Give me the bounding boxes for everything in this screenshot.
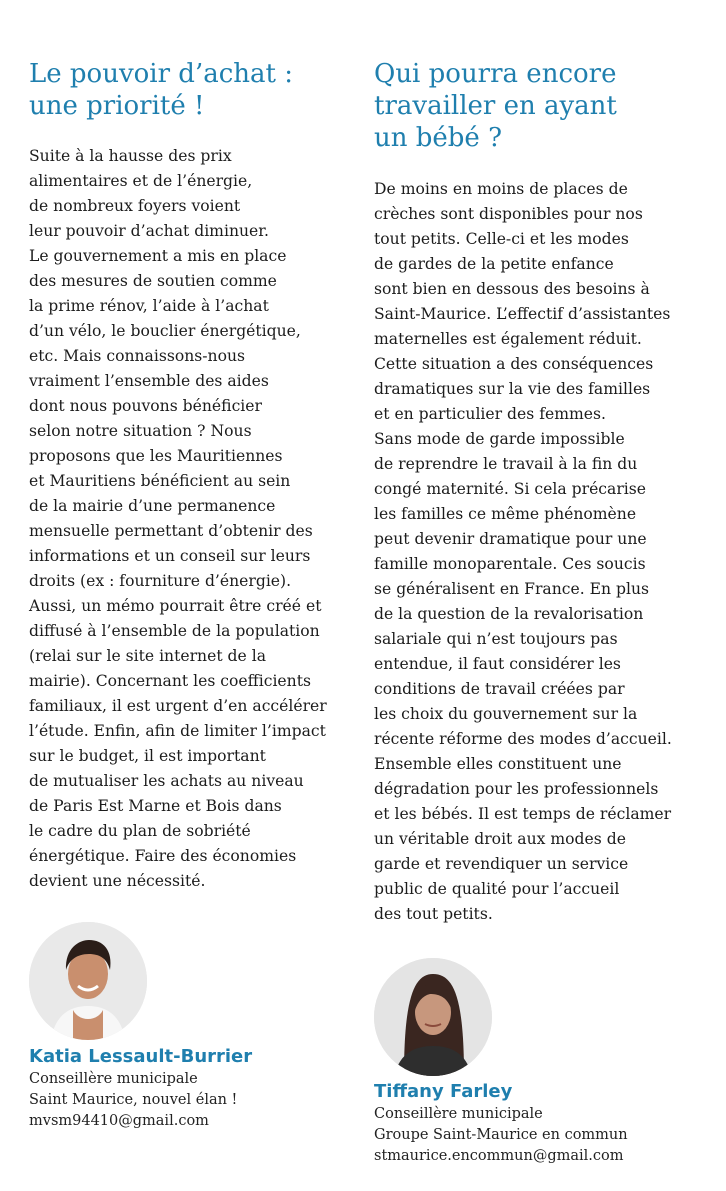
body-line: Saint-Maurice. L’effectif d’assistantes xyxy=(374,305,671,323)
body-line: etc. Mais connaissons-nous xyxy=(29,347,246,365)
body-line: devient une nécessité. xyxy=(29,872,206,890)
body-line: le cadre du plan de sobriété xyxy=(29,822,251,840)
body-line: et en particulier des femmes. xyxy=(374,405,606,423)
body-line: Cette situation a des conséquences xyxy=(374,355,654,373)
body-line: et les bébés. Il est temps de réclamer xyxy=(374,805,672,823)
body-line: des mesures de soutien comme xyxy=(29,272,277,290)
body-line: de mutualiser les achats au niveau xyxy=(29,772,304,790)
body-line: alimentaires et de l’énergie, xyxy=(29,172,253,190)
body-line: dont nous pouvons bénéficier xyxy=(29,397,262,415)
body-line: de nombreux foyers voient xyxy=(29,197,241,215)
body-line: selon notre situation ? Nous xyxy=(29,422,252,440)
body-line: peut devenir dramatique pour une xyxy=(374,530,647,548)
body-line: garde et revendiquer un service xyxy=(374,855,629,873)
title-line: travailler en ayant xyxy=(374,91,617,121)
author-photo-katia xyxy=(29,922,147,1040)
body-line: Sans mode de garde impossible xyxy=(374,430,625,448)
body-line: Aussi, un mémo pourrait être créé et xyxy=(29,597,322,615)
body-line: dramatiques sur la vie des familles xyxy=(374,380,651,398)
body-line: salariale qui n’est toujours pas xyxy=(374,630,618,648)
author-group: Groupe Saint-Maurice en commun xyxy=(374,1127,628,1143)
author-group: Saint Maurice, nouvel élan ! xyxy=(29,1092,238,1108)
body-line: leur pouvoir d’achat diminuer. xyxy=(29,222,269,240)
portrait-icon xyxy=(374,958,492,1076)
title-line: Le pouvoir d’achat : xyxy=(29,59,293,89)
body-line: (relai sur le site internet de la xyxy=(29,647,266,665)
body-line: de reprendre le travail à la fin du xyxy=(374,455,638,473)
left-article-body xyxy=(29,144,327,894)
body-line: Suite à la hausse des prix xyxy=(29,147,232,165)
body-line: de Paris Est Marne et Bois dans xyxy=(29,797,282,815)
body-line: récente réforme des modes d’accueil. xyxy=(374,730,672,748)
body-line: se généralisent en France. En plus xyxy=(374,580,650,598)
body-line: sont bien en dessous des besoins à xyxy=(374,280,650,298)
body-line: d’un vélo, le bouclier énergétique, xyxy=(29,322,301,340)
body-line: sur le budget, il est important xyxy=(29,747,266,765)
body-line: dégradation pour les professionnels xyxy=(374,780,659,798)
body-line: mensuelle permettant d’obtenir des xyxy=(29,522,313,540)
author-photo-tiffany xyxy=(374,958,492,1076)
body-line: conditions de travail créées par xyxy=(374,680,625,698)
author-email: stmaurice.encommun@gmail.com xyxy=(374,1148,624,1164)
body-line: tout petits. Celle-ci et les modes xyxy=(374,230,629,248)
body-line: diffusé à l’ensemble de la population xyxy=(29,622,320,640)
body-line: Le gouvernement a mis en place xyxy=(29,247,287,265)
body-line: De moins en moins de places de xyxy=(374,180,628,198)
body-line: entendue, il faut considérer les xyxy=(374,655,621,673)
body-line: la prime rénov, l’aide à l’achat xyxy=(29,297,269,315)
author-info xyxy=(29,1069,237,1132)
body-line: crèches sont disponibles pour nos xyxy=(374,205,643,223)
body-line: public de qualité pour l’accueil xyxy=(374,880,620,898)
body-line: droits (ex : fourniture d’énergie). xyxy=(29,572,292,590)
body-line: un véritable droit aux modes de xyxy=(374,830,626,848)
body-line: des tout petits. xyxy=(374,905,493,923)
body-line: mairie). Concernant les coefficients xyxy=(29,672,311,690)
title-line: une priorité ! xyxy=(29,91,205,121)
body-line: les familles ce même phénomène xyxy=(374,505,637,523)
body-line: proposons que les Mauritiennes xyxy=(29,447,283,465)
body-line: congé maternité. Si cela précarise xyxy=(374,480,646,498)
author-name: Katia Lessault-Burrier xyxy=(29,1046,253,1067)
body-line: vraiment l’ensemble des aides xyxy=(29,372,269,390)
body-line: Ensemble elles constituent une xyxy=(374,755,622,773)
author-info xyxy=(374,1104,628,1167)
body-line: de la mairie d’une permanence xyxy=(29,497,276,515)
body-line: maternelles est également réduit. xyxy=(374,330,642,348)
body-line: famille monoparentale. Ces soucis xyxy=(374,555,646,573)
body-line: informations et un conseil sur leurs xyxy=(29,547,311,565)
body-line: familiaux, il est urgent d’en accélérer xyxy=(29,697,327,715)
author-name: Tiffany Farley xyxy=(374,1081,513,1102)
body-line: énergétique. Faire des économies xyxy=(29,847,297,865)
body-line: de gardes de la petite enfance xyxy=(374,255,614,273)
body-line: les choix du gouvernement sur la xyxy=(374,705,638,723)
author-role: Conseillère municipale xyxy=(29,1071,198,1087)
author-role: Conseillère municipale xyxy=(374,1106,543,1122)
title-line: un bébé ? xyxy=(374,123,503,153)
author-email: mvsm94410@gmail.com xyxy=(29,1113,209,1129)
body-line: et Mauritiens bénéficient au sein xyxy=(29,472,291,490)
body-line: l’étude. Enfin, afin de limiter l’impact xyxy=(29,722,326,740)
left-article-title xyxy=(29,58,293,122)
right-article-title xyxy=(374,58,617,154)
right-article-body xyxy=(374,177,672,927)
portrait-icon xyxy=(29,922,147,1040)
body-line: de la question de la revalorisation xyxy=(374,605,644,623)
title-line: Qui pourra encore xyxy=(374,59,617,89)
